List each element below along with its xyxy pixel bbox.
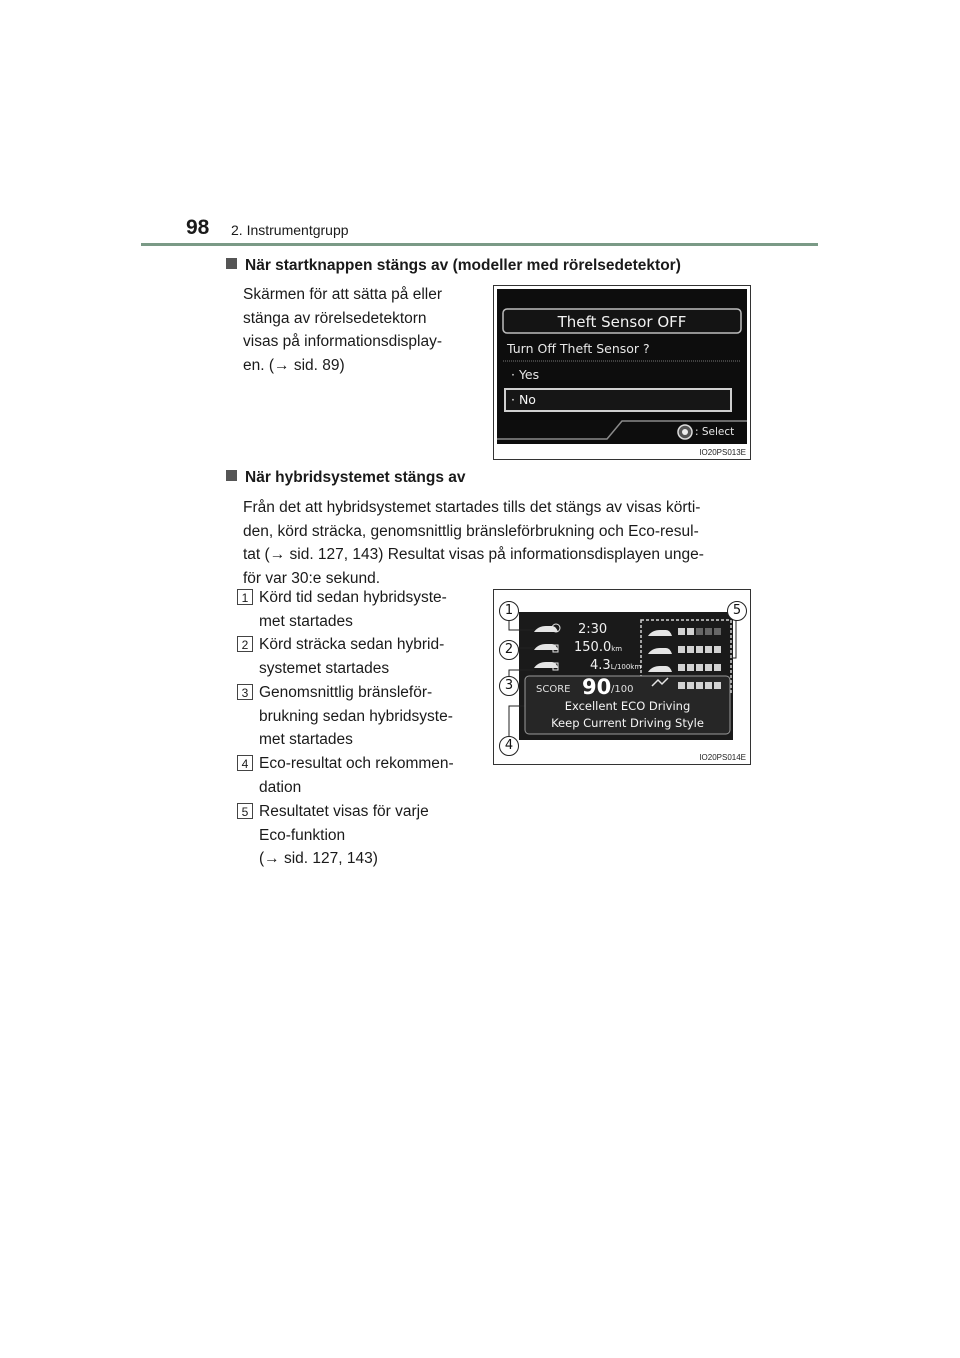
chapter-title: 2. Instrumentgrupp [231, 222, 349, 238]
callout-3: 3 [499, 676, 519, 696]
score-value: 90 [582, 675, 612, 699]
drive-distance: 150.0km [574, 640, 623, 655]
callout-4: 4 [499, 736, 519, 756]
figure-caption: IO20PS014E [699, 753, 746, 762]
list-number: 1 [237, 589, 253, 605]
section-heading-hybrid: När hybridsystemet stängs av [226, 469, 466, 487]
option-yes[interactable]: · Yes [511, 367, 540, 382]
callout-5: 5 [727, 601, 747, 621]
list-number: 5 [237, 803, 253, 819]
fuel-consumption: 4.3L/100km [590, 658, 642, 673]
section1-paragraph: Skärmen för att sätta på eller stänga av rörelsedetektorn visas på informationsdisplay- en. (→ sid. 89) [243, 286, 443, 374]
header-rule [141, 243, 818, 246]
square-bullet-icon [226, 470, 237, 481]
list-item: Körd sträcka sedan hybrid- systemet startades [259, 636, 445, 677]
score-max: /100 [611, 684, 634, 695]
list-number: 4 [237, 755, 253, 771]
section2-paragraph: Från det att hybridsystemet startades tills det stängs av visas körti- den, körd sträcka, genomsnittlig bränsleförbrukning och Eco-resul- tat (→ sid. 127, 143) Resultat visas på informationsdisplayen unge- för var 30:e sekund. [243, 499, 704, 587]
list-item: Eco-resultat och rekommen- dation [259, 755, 454, 796]
theft-sensor-title: Theft Sensor OFF [557, 313, 687, 331]
page-number: 98 [186, 216, 210, 239]
list-number: 2 [237, 636, 253, 652]
display-screen [497, 289, 747, 444]
list-number: 3 [237, 684, 253, 700]
callout-2: 2 [499, 640, 519, 660]
theft-sensor-question: Turn Off Theft Sensor ? [507, 341, 650, 356]
section-heading-theft-sensor: När startknappen stängs av (modeller med rörelsedetektor) [226, 257, 681, 275]
drive-time: 2:30 [578, 622, 608, 637]
list-item: Genomsnittlig bränsleför- brukning sedan hybridsyste- met startades [259, 684, 453, 748]
select-label: : Select [695, 426, 735, 438]
figure-theft-sensor [493, 285, 751, 460]
callout-lines [494, 590, 750, 764]
score-label: SCORE [536, 684, 571, 695]
option-no[interactable]: · No [511, 392, 536, 407]
eco-message-2: Keep Current Driving Style [551, 716, 704, 730]
square-bullet-icon [226, 258, 237, 269]
list-item: Resultatet visas för varje Eco-funktion (→ sid. 127, 143) [259, 803, 429, 867]
callout-1: 1 [499, 601, 519, 621]
list-item: Körd tid sedan hybridsyste- met startades [259, 589, 447, 630]
figure-caption: IO20PS013E [699, 448, 746, 457]
eco-message-1: Excellent ECO Driving [564, 699, 691, 713]
figure-eco-result [493, 589, 751, 765]
